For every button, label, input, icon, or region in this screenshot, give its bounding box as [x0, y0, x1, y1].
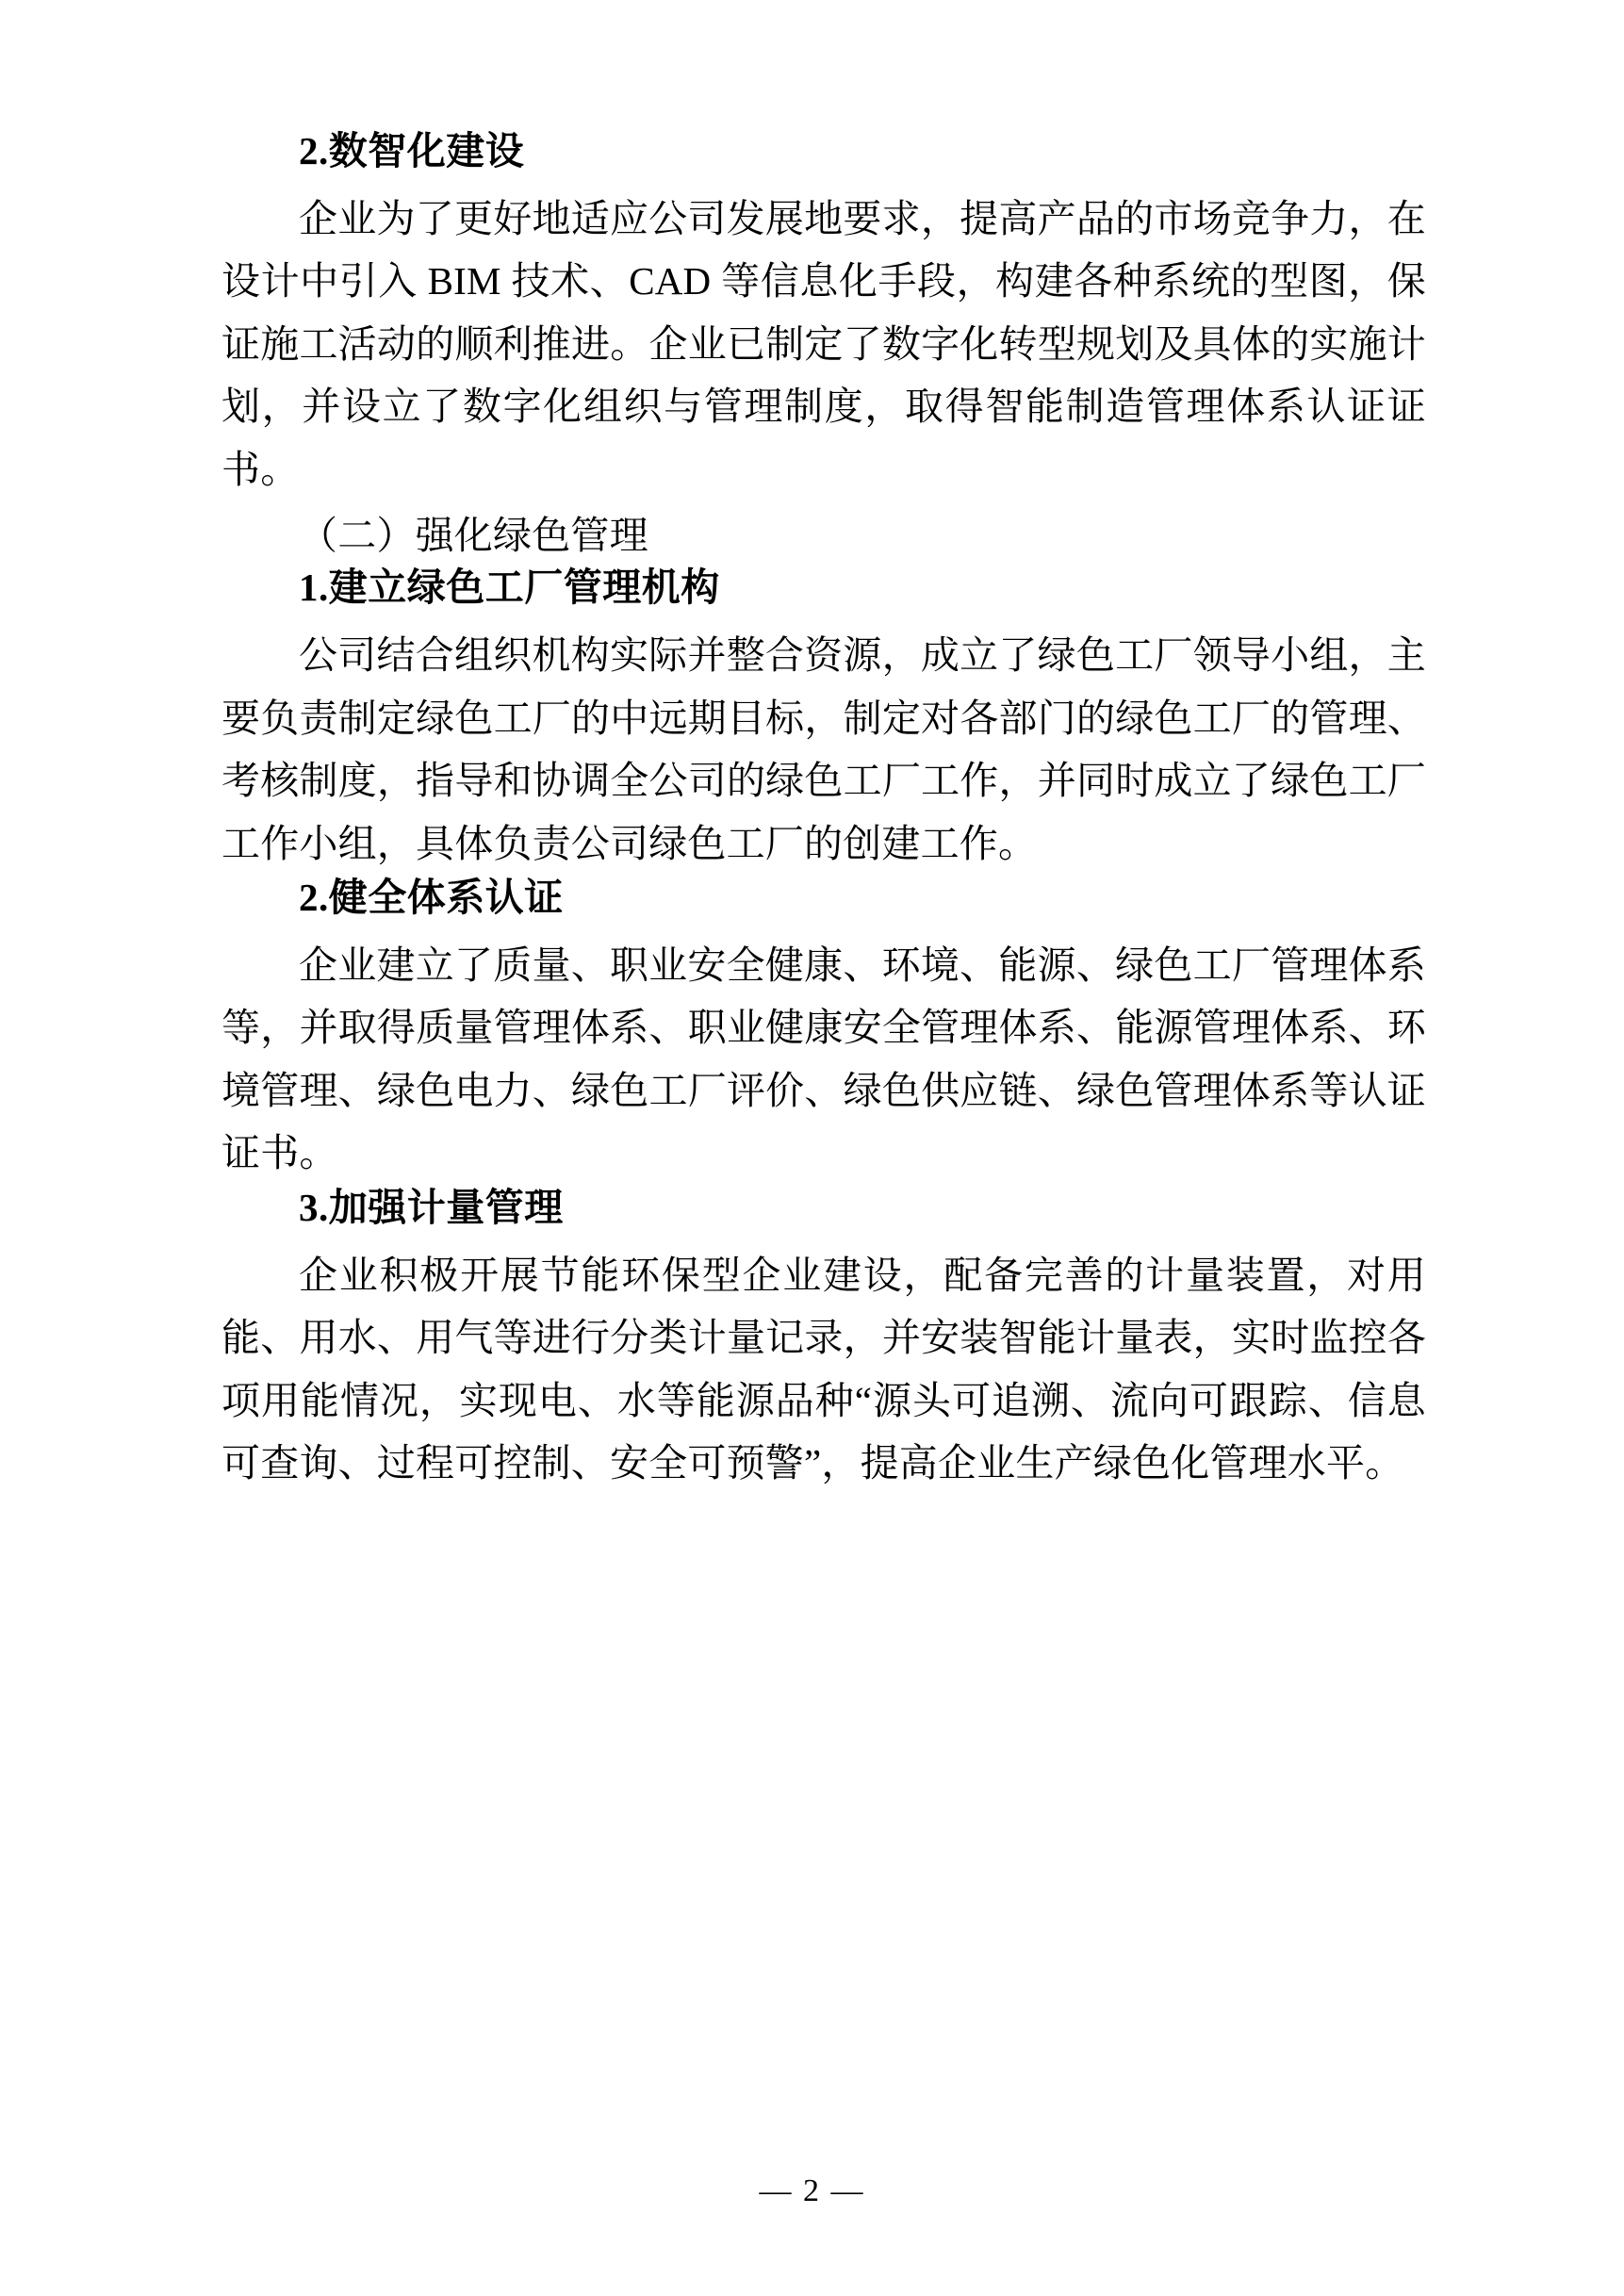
paragraph-green-factory-org: 公司结合组织机构实际并整合资源，成立了绿色工厂领导小组，主要负责制定绿色工厂的中远期目标，制定对各部门的绿色工厂的管理、考核制度，指导和协调全公司的绿色工厂工作，并同时成立了绿色工厂工作小组，具体负责公司绿色工厂的创建工作。 — [221, 633, 1426, 865]
section-heading-2-digital-intelligence: 2.数智化建设 — [299, 129, 525, 172]
paragraph-digital-intelligence: 企业为了更好地适应公司发展地要求，提高产品的市场竞争力，在设计中引入 BIM 技术、CAD 等信息化手段，构建各种系统的型图，保证施工活动的顺利推进。企业已制定了数字化转型规划及具体的实施计划，并设立了数字化组织与管理制度，取得智能制造管理体系认证证书。 — [221, 197, 1426, 491]
section-heading-1-green-factory-org: 1.建立绿色工厂管理机构 — [299, 566, 720, 610]
paragraph-metering-management: 企业积极开展节能环保型企业建设，配备完善的计量装置，对用能、用水、用气等进行分类计量记录，并安装智能计量表，实时监控各项用能情况，实现电、水等能源品种“源头可追溯、流向可跟踪、信息可查询、过程可控制、安全可预警”，提高企业生产绿色化管理水平。 — [221, 1253, 1426, 1484]
section-heading-2-system-certification: 2.健全体系认证 — [299, 876, 564, 920]
page-number: — 2 — — [759, 2173, 865, 2208]
subsection-heading-green-management: （二）强化绿色管理 — [299, 514, 648, 558]
section-heading-3-metering-management: 3.加强计量管理 — [299, 1185, 564, 1229]
paragraph-system-certification: 企业建立了质量、职业安全健康、环境、能源、绿色工厂管理体系等，并取得质量管理体系、职业健康安全管理体系、能源管理体系、环境管理、绿色电力、绿色工厂评价、绿色供应链、绿色管理体系等认证证书。 — [221, 943, 1426, 1175]
